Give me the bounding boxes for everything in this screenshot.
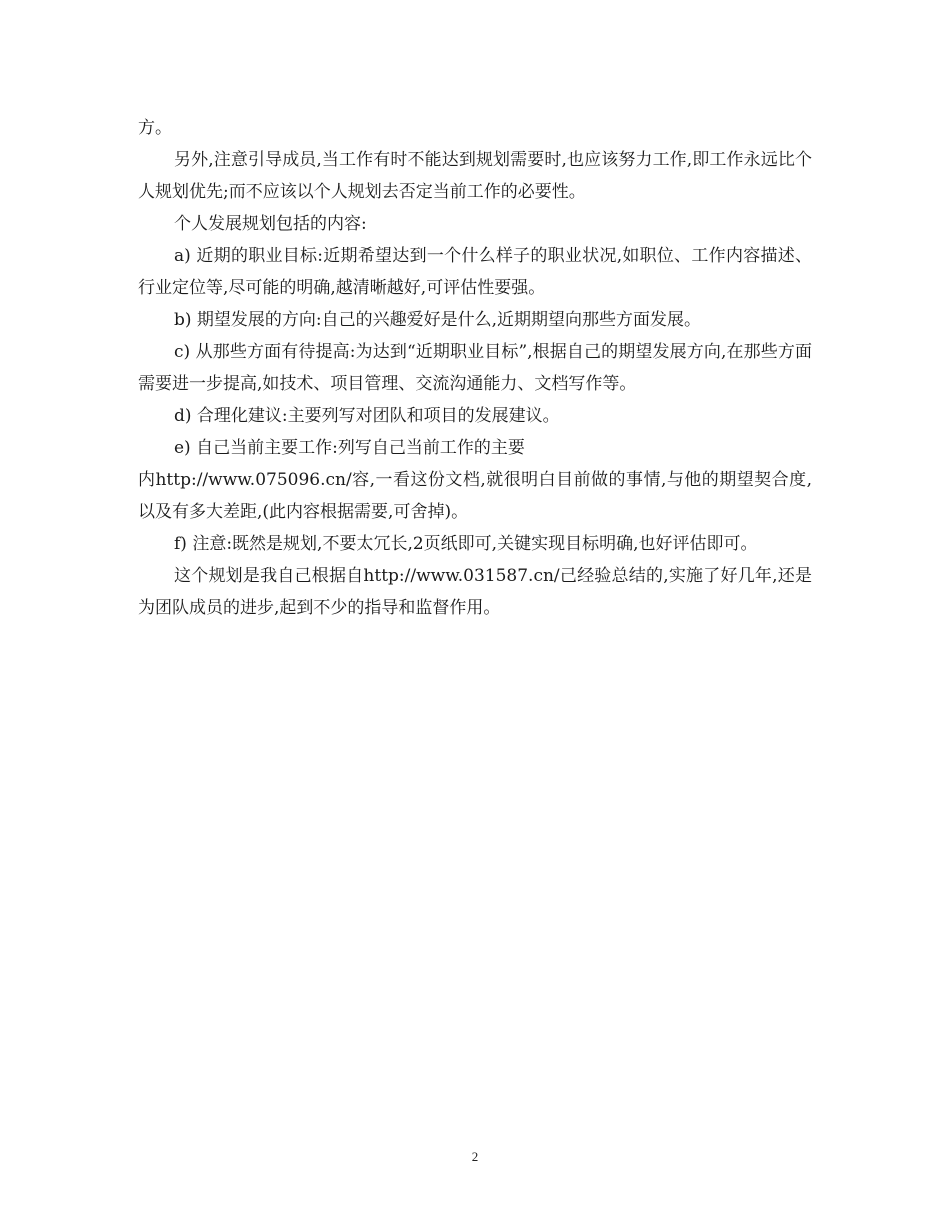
paragraph-guidance: 另外,注意引导成员,当工作有时不能达到规划需要时,也应该努力工作,即工作永远比个人规划优先;而不应该以个人规划去否定当前工作的必要性。 (138, 150, 812, 202)
document-body (138, 112, 812, 624)
paragraph-closing: 这个规划是我自己根据自http://www.031587.cn/己经验总结的,实施了好几年,还是为团队成员的进步,起到不少的指导和监督作用。 (138, 566, 812, 618)
list-item-e: e) 自己当前主要工作:列写自己当前工作的主要 (174, 438, 525, 458)
list-item-c: c) 从那些方面有待提高:为达到“近期职业目标”,根据自己的期望发展方向,在那些方面需要进一步提高,如技术、项目管理、交流沟通能力、文档写作等。 (138, 342, 812, 394)
page-number: 2 (471, 1149, 479, 1164)
list-item-e-continuation: 内http://www.075096.cn/容,一看这份文档,就很明白目前做的事情,与他的期望契合度,以及有多大差距,(此内容根据需要,可舍掉)。 (138, 470, 812, 522)
list-item-b: b) 期望发展的方向:自己的兴趣爱好是什么,近期期望向那些方面发展。 (174, 310, 702, 330)
paragraph-plan-contents-heading: 个人发展规划包括的内容: (174, 214, 367, 234)
list-item-d: d) 合理化建议:主要列写对团队和项目的发展建议。 (174, 406, 560, 426)
list-item-a: a) 近期的职业目标:近期希望达到一个什么样子的职业状况,如职位、工作内容描述、行业定位等,尽可能的明确,越清晰越好,可评估性要强。 (138, 246, 812, 298)
paragraph-continuation: 方。 (138, 118, 172, 138)
list-item-f: f) 注意:既然是规划,不要太冗长,2页纸即可,关键实现目标明确,也好评估即可。 (174, 534, 758, 554)
